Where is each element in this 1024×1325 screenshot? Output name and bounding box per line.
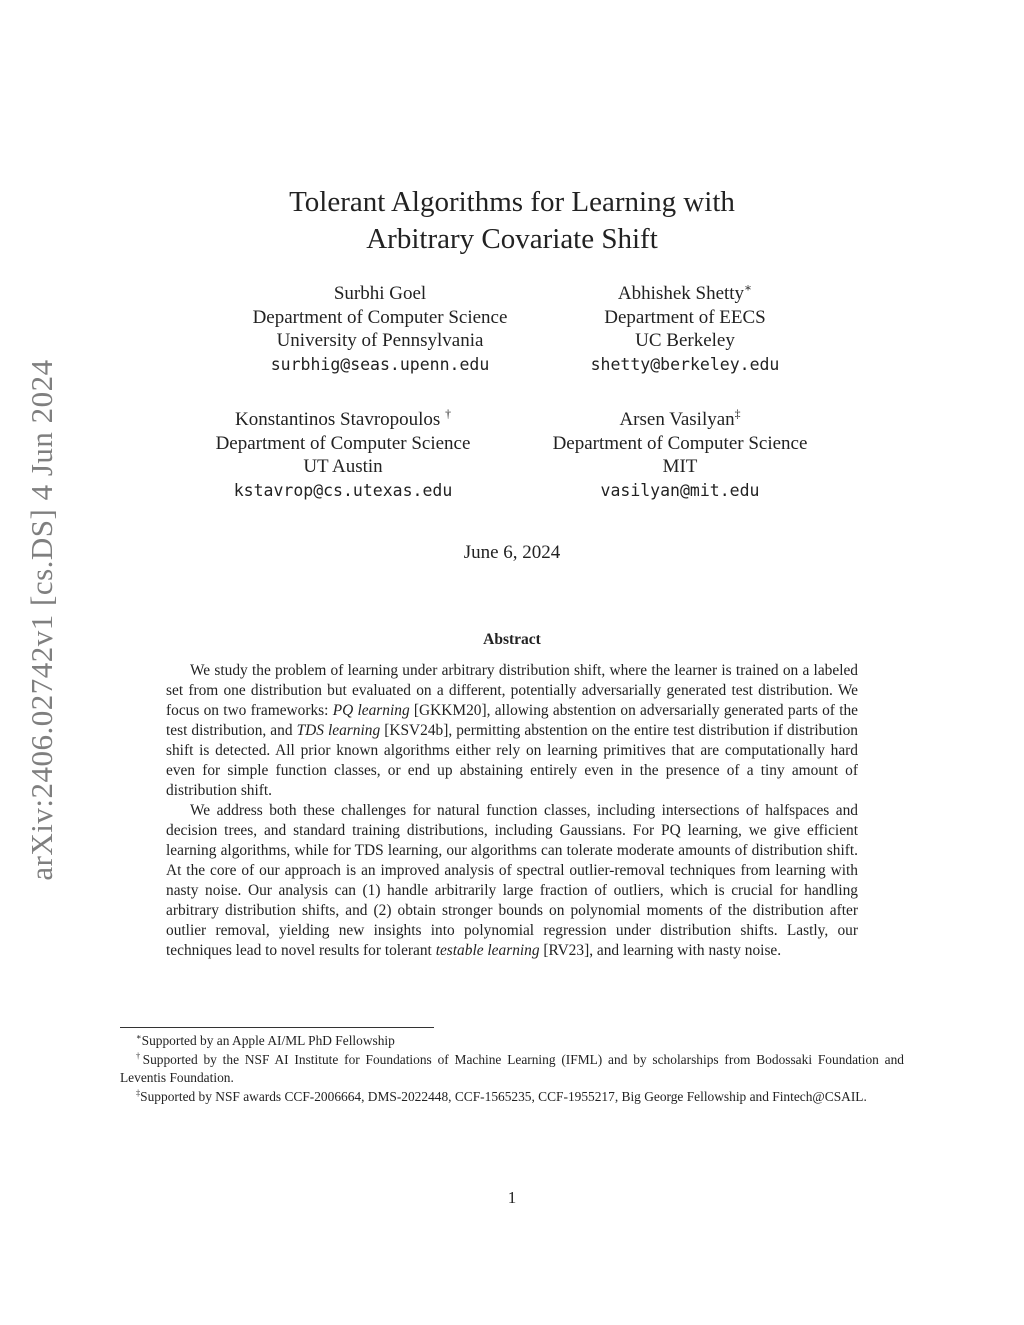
- author-institution: UT Austin: [303, 456, 383, 477]
- author-email: kstavrop@cs.utexas.edu: [233, 480, 453, 500]
- footnote-divider: [120, 1027, 434, 1028]
- author-institution: MIT: [662, 456, 698, 477]
- title-line-2: Arbitrary Covariate Shift: [366, 223, 658, 255]
- author-block-stavropoulos: [186, 408, 500, 502]
- term-tds-learning: TDS learning: [296, 722, 381, 739]
- author-department: Department of Computer Science: [215, 432, 471, 454]
- page-number: 1: [507, 1188, 517, 1207]
- footnote-1: ∗Supported by an Apple AI/ML PhD Fellowship: [136, 1032, 395, 1048]
- footnote-mark: †: [445, 407, 451, 421]
- footnote-3: ‡Supported by NSF awards CCF-2006664, DMS-2022448, CCF-1565235, CCF-1955217, Big George Fellowship and Fintech@CSAIL.: [136, 1088, 867, 1104]
- footnote-mark: ∗: [136, 1032, 142, 1042]
- term-pq-learning: PQ learning: [332, 702, 410, 719]
- author-department: Department of Computer Science: [252, 306, 508, 328]
- paper-title: [0, 184, 1024, 258]
- author-name: Abhishek Shetty∗: [617, 281, 753, 304]
- abstract-heading: Abstract: [483, 631, 541, 648]
- footnote-2: †Supported by the NSF AI Institute for Foundations of Machine Learning (IFML) and by scholarships from Bodossaki Foundation and Leventis Foundation.: [120, 1051, 905, 1085]
- abstract-body: [166, 661, 858, 961]
- author-email: surbhig@seas.upenn.edu: [270, 354, 490, 374]
- author-email: shetty@berkeley.edu: [590, 354, 780, 374]
- footnote-mark: ‡: [734, 407, 741, 421]
- author-department: Department of Computer Science: [552, 432, 808, 454]
- author-department: Department of EECS: [604, 306, 766, 328]
- footnote-mark: †: [136, 1051, 143, 1061]
- author-name: Arsen Vasilyan‡: [619, 407, 741, 430]
- footnotes: [120, 1032, 904, 1106]
- author-name: Konstantinos Stavropoulos †: [235, 407, 451, 430]
- abstract-paragraph-1: We study the problem of learning under arbitrary distribution shift, where the learner is trained on a labeled set from one distribution but evaluated on a different, potentially adversarially generated test distribution. We focus on two frameworks: PQ learning [GKKM20], allowing abstention on adversarially generated parts of the test distribution, and TDS learning [KSV24b], permitting abstention on the entire test distribution if distribution shift is detected. All prior known algorithms either rely on learning primitives that are computationally hard even for simple function classes, or end up abstaining entirely even in the presence of a tiny amount of distribution shift.: [166, 662, 858, 799]
- footnote-mark: ‡: [136, 1088, 141, 1098]
- author-block-shetty: [560, 282, 810, 376]
- paper-date: June 6, 2024: [463, 542, 561, 563]
- footnote-mark: ∗: [744, 281, 753, 295]
- author-institution: UC Berkeley: [635, 330, 735, 351]
- arxiv-identifier-stamp: arXiv:2406.02742v1 [cs.DS] 4 Jun 2024: [24, 359, 59, 881]
- author-block-vasilyan: [520, 408, 840, 502]
- author-name: Surbhi Goel: [333, 283, 427, 304]
- author-institution: University of Pennsylvania: [276, 330, 484, 351]
- author-block-goel: [200, 282, 560, 376]
- abstract-paragraph-2: We address both these challenges for natural function classes, including intersections of halfspaces and decision trees, and standard training distributions, including Gaussians. For PQ learning, we give efficient learning algorithms, while for TDS learning, our algorithms can tolerate moderate amounts of distribution shift. At the core of our approach is an improved analysis of spectral outlier-removal techniques from learning with nasty noise. Our analysis can (1) handle arbitrarily large fraction of outliers, which is crucial for handling arbitrary distribution shifts, and (2) obtain stronger bounds on polynomial moments of the distribution after outlier removal, yielding new insights into polynomial regression under distribution shifts. Lastly, our techniques lead to novel results for tolerant testable learning [RV23], and learning with nasty noise.: [166, 802, 858, 959]
- term-testable-learning: testable learning: [435, 942, 540, 959]
- title-line-1: Tolerant Algorithms for Learning with: [289, 186, 735, 218]
- author-email: vasilyan@mit.edu: [600, 480, 760, 500]
